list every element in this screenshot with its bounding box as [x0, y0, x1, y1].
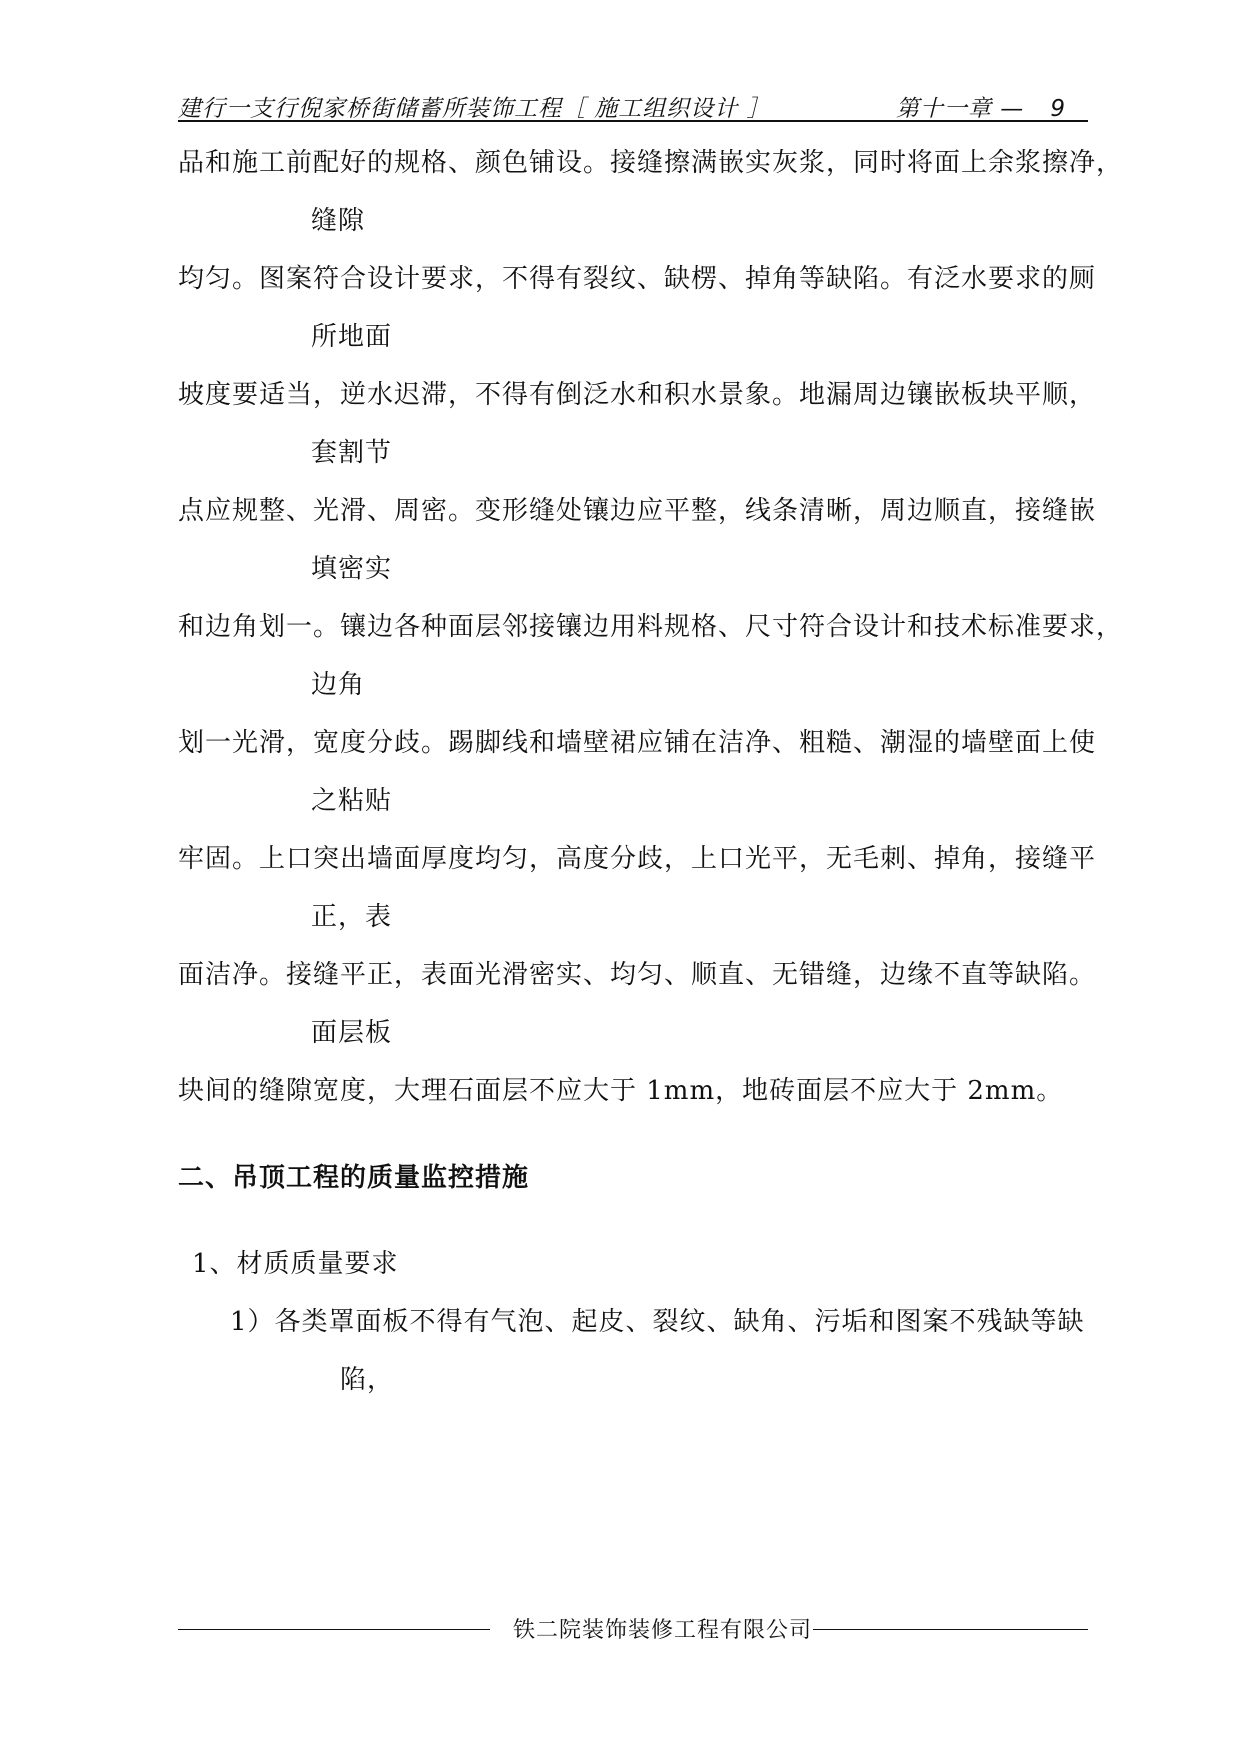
paragraph-line: 缝隙: [311, 206, 366, 236]
paragraph-line: 点应规整、光滑、周密。变形缝处镶边应平整，线条清晰，周边顺直，接缝嵌: [178, 496, 1097, 526]
paragraph-line: 坡度要适当，逆水迟滞，不得有倒泛水和积水景象。地漏周边镶嵌板块平顺，: [178, 380, 1097, 410]
footer-rule-left: [178, 1629, 490, 1630]
paragraph-line: 填密实: [311, 554, 393, 584]
paragraph-line: 均匀。图案符合设计要求，不得有裂纹、缺楞、掉角等缺陷。有泛水要求的厕: [178, 264, 1097, 294]
chapter-page-indicator: [896, 90, 1066, 123]
page-number: 9: [1050, 96, 1066, 122]
page-footer: [178, 1613, 1088, 1645]
paragraph-line: 套割节: [311, 438, 393, 468]
paragraph-line: 品和施工前配好的规格、颜色铺设。接缝擦满嵌实灰浆，同时将面上余浆擦净，: [178, 148, 1124, 178]
paragraph-line: 所地面: [311, 322, 393, 352]
footer-company: 铁二院装饰装修工程有限公司: [513, 1618, 813, 1643]
document-title: 建行一支行倪家桥街储蓄所装饰工程［ 施工组织设计 ］: [178, 96, 771, 122]
paragraph-line: 划一光滑，宽度分歧。踢脚线和墙壁裙应铺在洁净、粗糙、潮湿的墙壁面上使: [178, 728, 1097, 758]
paragraph-line: 牢固。上口突出墙面厚度均匀，高度分歧，上口光平，无毛刺、掉角，接缝平: [178, 844, 1097, 874]
footer-rule-right: [813, 1629, 1088, 1630]
paragraph-line: 面洁净。接缝平正，表面光滑密实、均匀、顺直、无错缝，边缘不直等缺陷。: [178, 960, 1097, 990]
list-item-continuation: 陷，: [340, 1365, 395, 1395]
paragraph-line: 之粘贴: [311, 786, 393, 816]
paragraph-line: 面层板: [311, 1018, 393, 1048]
subsection-heading: 1、材质质量要求: [192, 1249, 399, 1279]
paragraph-line: 正，表: [311, 902, 393, 932]
paragraph-line: 块间的缝隙宽度，大理石面层不应大于 1mm，地砖面层不应大于 2mm。: [178, 1076, 1064, 1106]
page-header: [178, 84, 1088, 122]
section-heading: 二、吊顶工程的质量监控措施: [178, 1163, 530, 1193]
paragraph-line: 边角: [311, 670, 366, 700]
list-item: 1）各类罩面板不得有气泡、起皮、裂纹、缺角、污垢和图案不残缺等缺: [230, 1307, 1085, 1337]
chapter-label: 第十一章 —: [896, 96, 1025, 122]
paragraph-line: 和边角划一。镶边各种面层邻接镶边用料规格、尺寸符合设计和技术标准要求，: [178, 612, 1124, 642]
